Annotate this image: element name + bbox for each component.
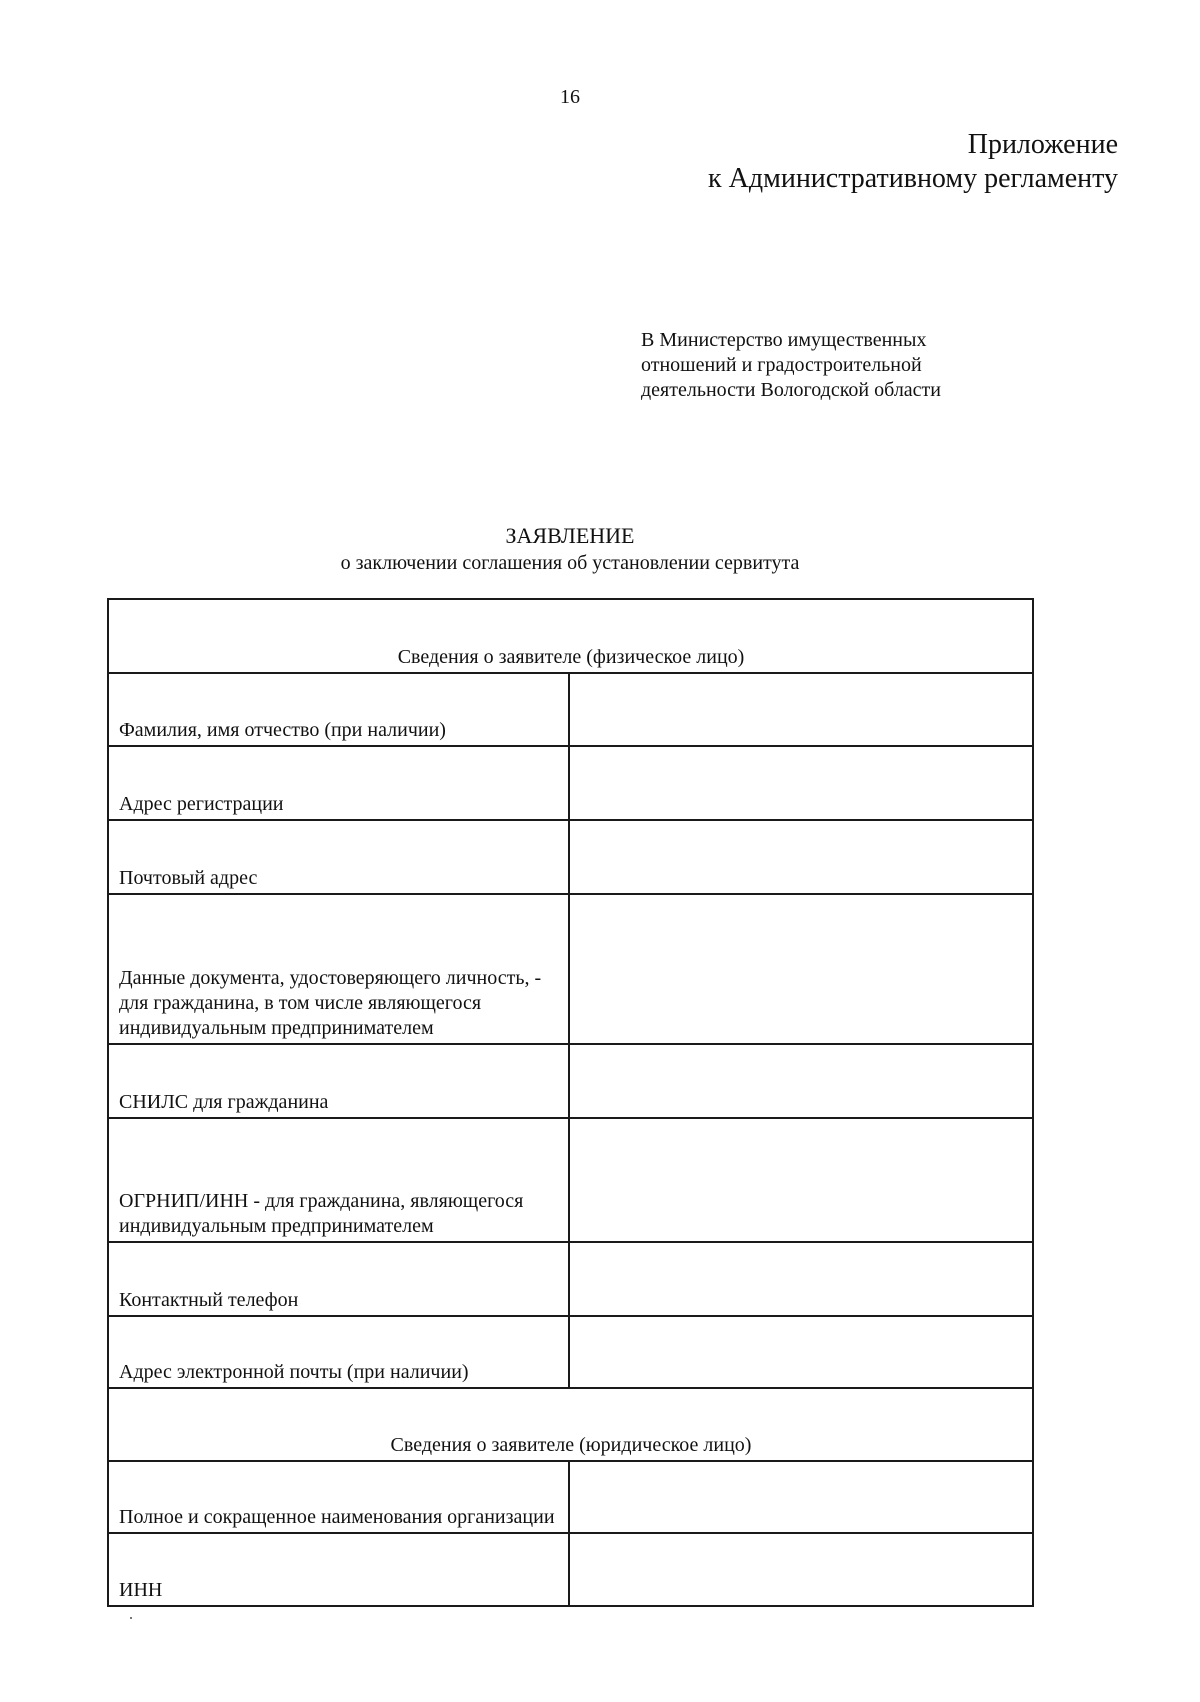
table-row xyxy=(108,673,1033,746)
field-label: Данные документа, удостоверяющего личность, - для гражданина, в том числе являющегося индивидуальным предпринимателем xyxy=(108,894,569,1044)
postal-address-value-cell[interactable] xyxy=(569,820,1033,894)
field-label: Адрес регистрации xyxy=(108,746,569,820)
scan-speck xyxy=(130,1617,132,1619)
section-header-individual: Сведения о заявителе (физическое лицо) xyxy=(108,599,1033,673)
phone-value-cell[interactable] xyxy=(569,1242,1033,1316)
recipient-line-1: В Министерство имущественных xyxy=(641,329,927,351)
appendix-line-1: Приложение xyxy=(967,129,1118,160)
table-row xyxy=(108,1242,1033,1316)
section-header-legal: Сведения о заявителе (юридическое лицо) xyxy=(108,1388,1033,1461)
table-row xyxy=(108,1118,1033,1242)
snils-value-cell[interactable] xyxy=(569,1044,1033,1118)
identity-document-value-cell[interactable] xyxy=(569,894,1033,1044)
field-label: ОГРНИП/ИНН - для гражданина, являющегося индивидуальным предпринимателем xyxy=(108,1118,569,1242)
section-header-row xyxy=(108,599,1033,673)
field-label: Адрес электронной почты (при наличии) xyxy=(108,1316,569,1388)
organization-name-value-cell[interactable] xyxy=(569,1461,1033,1533)
table-row xyxy=(108,894,1033,1044)
table-row xyxy=(108,1044,1033,1118)
document-title xyxy=(0,522,1140,576)
table-row xyxy=(108,1461,1033,1533)
field-label: СНИЛС для гражданина xyxy=(108,1044,569,1118)
title-subtitle: о заключении соглашения об установлении сервитута xyxy=(340,552,800,574)
page-number: 16 xyxy=(560,86,580,108)
recipient-line-3: деятельности Вологодской области xyxy=(641,379,941,401)
section-header-row xyxy=(108,1388,1033,1461)
table-row xyxy=(108,746,1033,820)
inn-value-cell[interactable] xyxy=(569,1533,1033,1606)
title-main: ЗАЯВЛЕНИЕ xyxy=(505,523,635,548)
recipient-block xyxy=(641,328,1061,403)
field-label: Фамилия, имя отчество (при наличии) xyxy=(108,673,569,746)
field-label: Полное и сокращенное наименования организации xyxy=(108,1461,569,1533)
recipient-line-2: отношений и градостроительной xyxy=(641,354,922,376)
table-row xyxy=(108,1533,1033,1606)
appendix-heading xyxy=(708,128,1118,196)
ogrnip-inn-value-cell[interactable] xyxy=(569,1118,1033,1242)
registration-address-value-cell[interactable] xyxy=(569,746,1033,820)
email-value-cell[interactable] xyxy=(569,1316,1033,1388)
field-label: ИНН xyxy=(108,1533,569,1606)
appendix-line-2: к Административному регламенту xyxy=(708,163,1118,194)
table-row xyxy=(108,820,1033,894)
application-form-table xyxy=(107,598,1034,1607)
table-row xyxy=(108,1316,1033,1388)
field-label: Почтовый адрес xyxy=(108,820,569,894)
field-label: Контактный телефон xyxy=(108,1242,569,1316)
full-name-value-cell[interactable] xyxy=(569,673,1033,746)
